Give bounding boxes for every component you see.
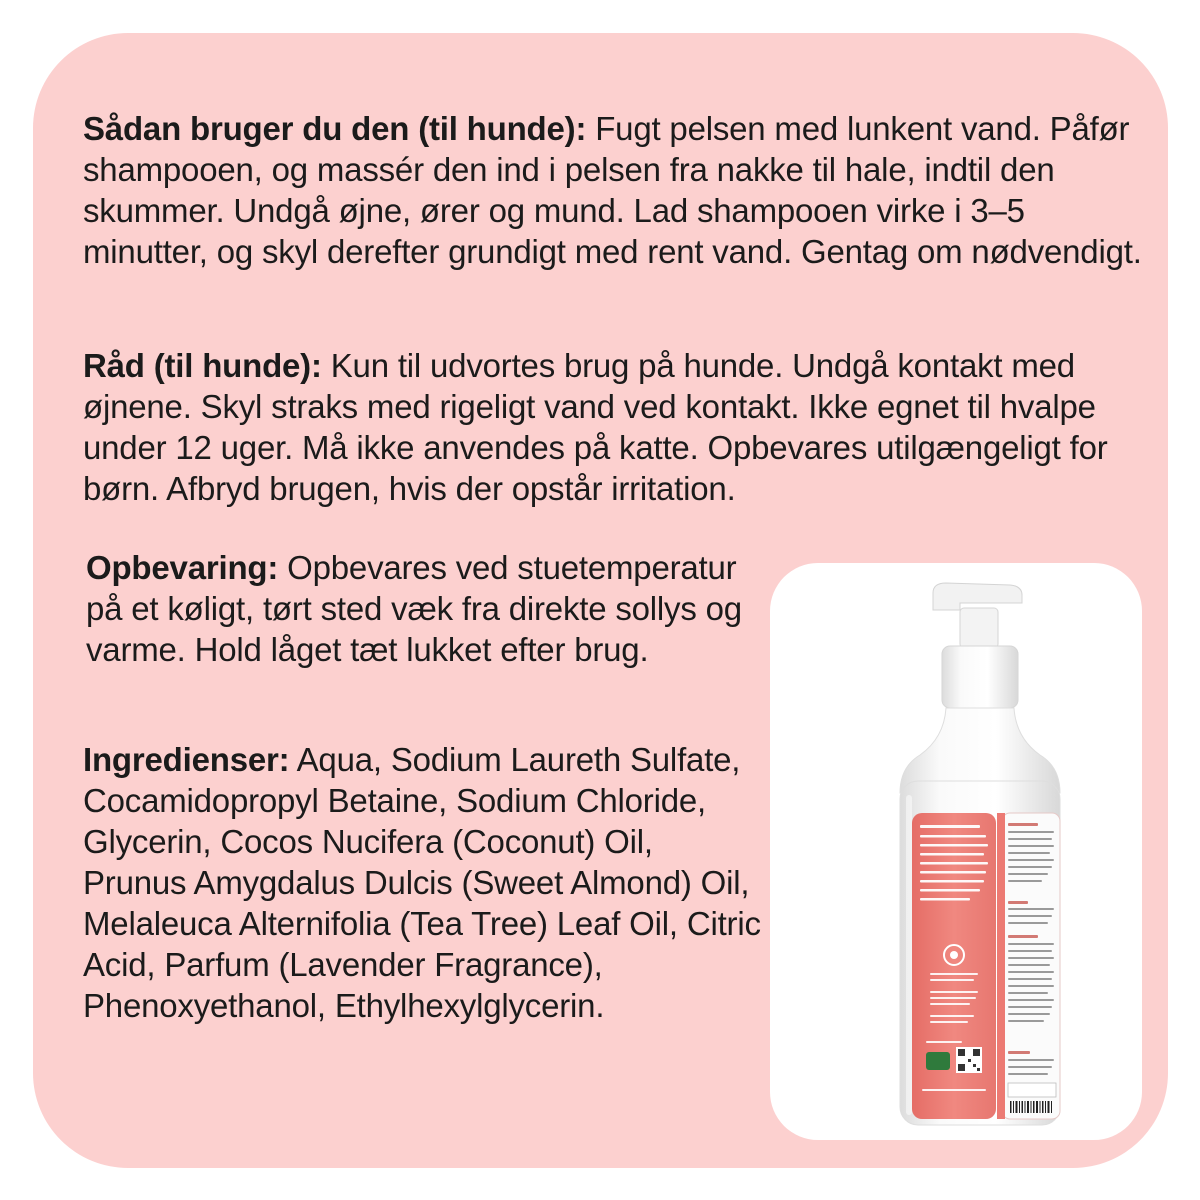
ingredients-heading: Ingredienser:	[83, 741, 290, 778]
storage-paragraph	[86, 547, 751, 670]
usage-heading: Sådan bruger du den (til hunde):	[83, 110, 587, 147]
shampoo-bottle-image	[770, 563, 1142, 1140]
storage-heading: Opbevaring:	[86, 549, 279, 586]
front-label-text	[920, 825, 988, 901]
batch-box	[1008, 1083, 1056, 1097]
ingredients-paragraph	[83, 739, 763, 1026]
bottle-shoulder	[900, 708, 1060, 793]
info-card	[33, 33, 1168, 1168]
pump-stem	[960, 608, 998, 648]
pump-nozzle	[933, 583, 1022, 610]
usage-paragraph	[83, 108, 1143, 272]
barcode	[1010, 1101, 1052, 1113]
logo-badge	[926, 1052, 950, 1070]
storage-text: Opbevares ved stuetemperatur på et køligt, tørt sted væk fra direkte sollys og varme. Hold låget tæt lukket efter brug.	[86, 549, 742, 668]
back-label-strip	[997, 813, 1005, 1119]
advice-text: Kun til udvortes brug på hunde. Undgå kontakt med øjnene. Skyl straks med rigeligt vand ved kontakt. Ikke egnet til hvalpe under 12 uger. Må ikke anvendes på katte. Opbevares utilgængeligt for børn. Afbryd brugen, hvis der opstår irritation.	[83, 347, 1108, 507]
advice-heading: Råd (til hunde):	[83, 347, 322, 384]
advice-paragraph	[83, 345, 1158, 509]
ingredients-text: Aqua, Sodium Laureth Sulfate, Cocamidopropyl Betaine, Sodium Chloride, Glycerin, Cocos Nucifera (Coconut) Oil, Prunus Amygdalus Dulcis (Sweet Almond) Oil, Melaleuca Alternifolia (Tea Tree) Leaf Oil, Citric Acid, Parfum (Lavender Fragrance), Phenoxyethanol, Ethylhexylglycerin.	[83, 741, 761, 1024]
product-photo	[770, 563, 1142, 1140]
usage-text: Fugt pelsen med lunkent vand. Påfør shampooen, og massér den ind i pelsen fra nakke til hale, indtil den skummer. Undgå øjne, ører og mund. Lad shampooen virke i 3–5 minutter, og skyl derefter grundigt med rent vand. Gentag om nødvendigt.	[83, 110, 1142, 270]
bottle-cap	[942, 646, 1018, 708]
